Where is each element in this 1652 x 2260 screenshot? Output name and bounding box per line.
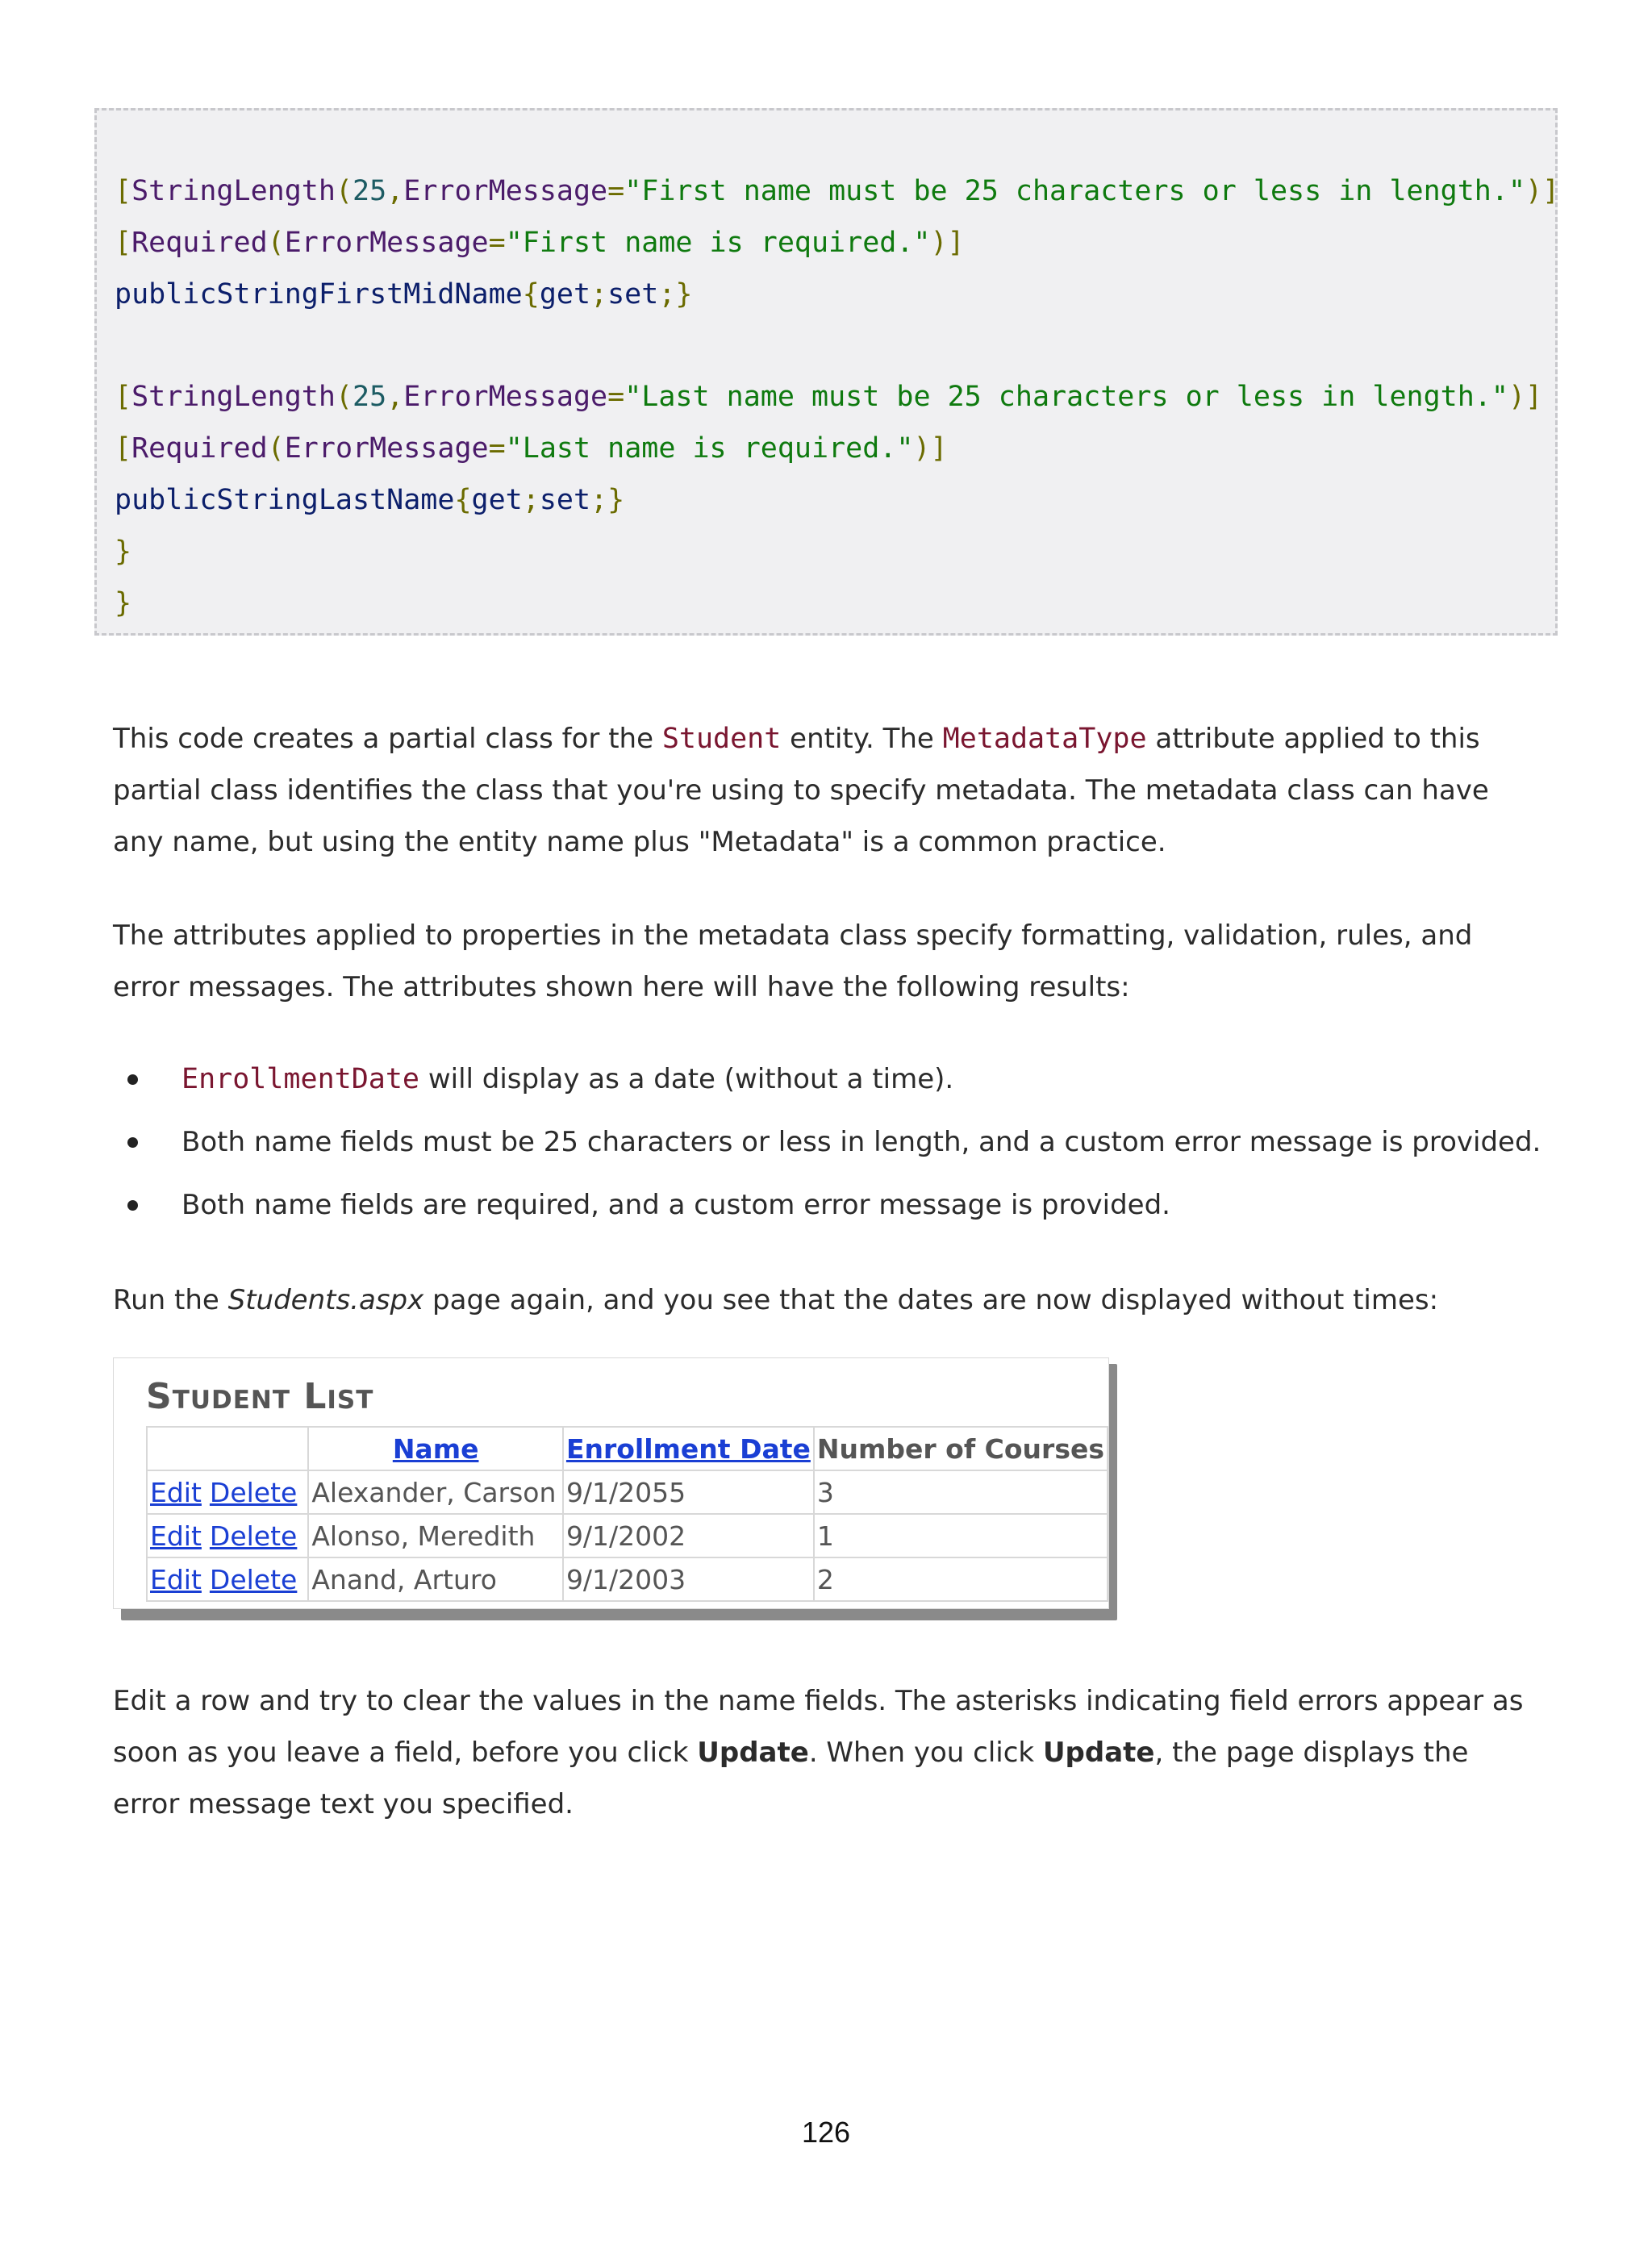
figure-panel [113, 1357, 1109, 1609]
enrollment-date-sort-link[interactable]: Enrollment Date [565, 1432, 811, 1465]
edit-link[interactable]: Edit [150, 1563, 202, 1595]
student-name: Alexander, Carson [308, 1470, 563, 1514]
code-line: } [115, 587, 132, 619]
student-list-screenshot [113, 1357, 1109, 1616]
table-row [147, 1557, 1108, 1601]
code-line: [Required(ErrorMessage="Last name is required.")] [115, 432, 948, 465]
student-list-title: Student List [146, 1376, 374, 1417]
actions-header [147, 1427, 308, 1470]
paragraph: Edit a row and try to clear the values in the name fields. The asterisks indicating field errors appear as soon as you leave a field, before you click Update. When you click Update, the page displays the error message text you specified. [113, 1685, 1524, 1820]
row-actions [147, 1470, 308, 1514]
bullet-icon [127, 1200, 138, 1211]
edit-link[interactable]: Edit [150, 1476, 202, 1508]
inline-code: Student [661, 723, 782, 755]
edit-link[interactable]: Edit [150, 1520, 202, 1552]
code-line: [StringLength(25,ErrorMessage="First name must be 25 characters or less in length.")] [115, 175, 1560, 207]
code-line: publicStringFirstMidName{get;set;} [115, 278, 693, 311]
row-actions [147, 1557, 308, 1601]
table-header-row [147, 1427, 1108, 1470]
bullet-icon [127, 1074, 138, 1085]
inline-code: EnrollmentDate [181, 1063, 420, 1095]
table-row [147, 1514, 1108, 1557]
paragraph: Run the Students.aspx page again, and you see that the dates are now displayed without times: [113, 1284, 1439, 1316]
inline-code: MetadataType [942, 723, 1147, 755]
code-line: publicStringLastName{get;set;} [115, 484, 625, 516]
code-line: [StringLength(25,ErrorMessage="Last name must be 25 characters or less in length.")] [115, 381, 1543, 413]
student-name: Alonso, Meredith [308, 1514, 563, 1557]
name-sort-link[interactable]: Name [392, 1432, 479, 1465]
delete-link[interactable]: Delete [209, 1563, 298, 1595]
enrollment-date-header[interactable] [563, 1427, 814, 1470]
enrollment-date: 9/1/2002 [563, 1514, 814, 1557]
enrollment-date: 9/1/2003 [563, 1557, 814, 1601]
row-actions [147, 1514, 308, 1557]
course-count: 3 [814, 1470, 1108, 1514]
student-name: Anand, Arturo [308, 1557, 563, 1601]
table-row [147, 1470, 1108, 1514]
code-line: [Required(ErrorMessage="First name is required.")] [115, 227, 965, 259]
student-table [146, 1426, 1108, 1602]
name-header[interactable] [308, 1427, 563, 1470]
code-block [94, 108, 1558, 636]
document-page: [StringLength(25,ErrorMessage="First name must be 25 characters or less in length.")] [Required(ErrorMessage="First name is required.")] publicStringFirstMidName{get;set;} [StringLength(25,ErrorMessage="Last name must be 25 characters or less in length.")] [Required(ErrorMessage="Last name is required.")] publicStringLastName{get;set;} } } This code creates a partial class for the Student entity. The MetadataType attribute applied to this partial class identifies the class that you're using to specify metadata. The metadata class can have any name, but using the entity name plus "Metadata" is a common practice. The attributes applied to properties in the metadata class specify formatting, validation, rules, and error messages. The attributes shown here will have the following results: EnrollmentDate will display as a date (without a time). Both name fields must be 25 characters or less in length, and a custom error message is provided. Both name fields are required, and a custom error message is provided. Run the Students.aspx page again, and you see that the dates are now displayed without times: Student List Name Enrollment Date Number of Courses Edit Delete Alexander, Carson 9/1/2055 3 Edit Delete Alonso, Meredith 9/1/2002 1 Edit Delete Anand, Arturo 9/1/2003 2 Edit a row and try to clear the values in the name fields. The asterisks indicating field errors appear as soon as you leave a field, before you click Update. When you click Update, the page displays the error message text you specified. 126 [0, 0, 1652, 2260]
paragraph: This code creates a partial class for the Student entity. The MetadataType attribute applied to this partial class identifies the class that you're using to specify metadata. The metadata class can have any name, but using the entity name plus "Metadata" is a common practice. [113, 723, 1489, 858]
page-number: 126 [801, 2116, 851, 2149]
delete-link[interactable]: Delete [209, 1520, 298, 1552]
enrollment-date: 9/1/2055 [563, 1470, 814, 1514]
code-line: } [115, 536, 132, 568]
paragraph: The attributes applied to properties in the metadata class specify formatting, validation, rules, and error messages. The attributes shown here will have the following results: [113, 919, 1473, 1003]
bullet-icon [127, 1137, 138, 1148]
course-count: 2 [814, 1557, 1108, 1601]
delete-link[interactable]: Delete [209, 1476, 298, 1508]
course-count: 1 [814, 1514, 1108, 1557]
courses-header: Number of Courses [814, 1427, 1108, 1470]
